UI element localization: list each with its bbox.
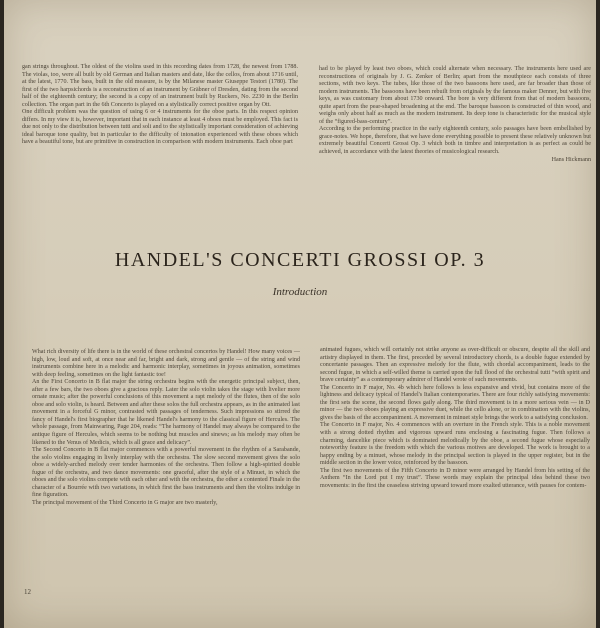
paragraph: The first two movements of the Fifth Concerto in D minor were arranged by Handel from his setting of the Anthem “In the Lord put I my trust”. These words may explain the principal idea behind these two movements: in the first the ceaseless striving upward toward more exalted utterance, with pauses for contem- [320, 467, 590, 489]
paragraph: What rich diversity of life there is in the world of these orchestral concertos by Handel! How many voices — high, low, loud and soft, at once near and far, bright and dark, strong and gentle — of the string and wind instruments combine here in a melodic and harmonic interplay, sometimes in joyous animation, sometimes with deep feeling, sometimes on the light fantastic toe! [32, 349, 300, 378]
paragraph: One difficult problem was the question of using 6 or 4 instruments for the oboe parts. In this respect opinion differs. In my view it is, however, important that in each instance at least 4 oboes must be employed. This fact is due not only to the distribution between tutti and soli and to the stylistically important consideration of achieving ideal baroque tone quality, but in particular to the difficulty of intonation experienced with these oboes which have a beautiful tone, but are primitive in construction in comparison with modern instruments. Each oboe part [22, 109, 298, 146]
bottom-right-column [320, 347, 590, 490]
paragraph: The Second Concerto in B flat major commences with a powerful movement in the rhythm of a Sarabande, the solo violins engaging in lively interplay with the orchestra. The slow second movement gives the solo oboe a widely-arched melody over tender harmonies of the orchestra. Then follow a high-spirited double fugue of the orchestra, and two dance movements: one graceful, after the style of a Minuet, in which the oboes and the solo violins compete with each other and with the orchestra, the other a contented Finale in the character of a Bourrée with two variations, in which first the bass instruments and then the violins indulge in fine figuration. [32, 447, 300, 499]
top-right-column [319, 66, 591, 164]
paragraph: According to the performing practice in the early eighteenth century, solo passages have been embellished by grace-notes. We hope, therefore, that we have done everything possible to present these relatively unknown but extremely beautiful Concerti Grossi Op. 3 which both in timbre and interpretation is as perfect as could be achieved, in accordance with the latest theories of musicological research. [319, 126, 591, 156]
paragraph: The Concerto in F major, No. 4b which here follows is less expansive and vivid, but contains more of the lightness and delicacy typical of Handel's Italian contemporaries. There are four richly satisfying movements: the first sets the scene, the second flows gaily along. The third movement is in a more serious vein — in D minor — the two oboes playing an expressive duet, while the cello alone, or in combination with the violins, gives the basis of the accompaniment. A movement in minuet style brings the work to a satisfying conclusion. [320, 384, 590, 421]
paragraph: The principal movement of the Third Concerto in G major are two masterly, [32, 499, 218, 506]
paragraph: gan strings throughout. The oldest of the violins used in this recording dates from 1728, the newest from 1788. The violas, too, were all built by old German and Italian masters and date, like the cellos, from about 1716 until, at the latest, 1770. The bass, built in the old measure, is by the Milanese master Giuseppe Testori (1780). The first of the two harpsichords is a reconstruction of an instrument by Gräbner of Dresden, dating from the second half of the eighteenth century; the second is a copy of an instrument built by Ruckers, No. 2230 in the Berlin collection. The organ part in the 6th Concerto is played on a stylistically correct positive organ by Ott. [22, 64, 298, 108]
paragraph: The Concerto in F major, No. 4 commences with an overture in the French style. This is a noble movement with a strong dotted rhythm and vigorous upward runs enclosing a fascinating fugue. Then follows a charming, dancelike piece which is dominated melodically by the oboe, a second fugue whose especially noteworthy feature is the freedom with which the various motives are developed. The work is brought to a happy ending by a minuet, whose melody in the principal section is played in the upper register, but in the middle section in the lower voice, reinforced by the bassoon. [320, 422, 590, 467]
bottom-left-column [32, 349, 300, 507]
section-subtitle: Introduction [272, 286, 328, 298]
page-title: HANDEL'S CONCERTI GROSSI OP. 3 [114, 249, 486, 271]
page-number: 12 [24, 588, 31, 596]
author-signature: Hans Hickmann [551, 156, 591, 163]
paragraph: animated fugues, which will certainly not strike anyone as over-difficult or obscure, despite all the skill and artistry displayed in them. The first, preceded by several introductory chords, is a double fugue extended by concertante passages. Then an expressive melody for the flute, with chordal accompaniment, leads to the second fugue, in which a self-willed theme is carried upon the full flood of the orchestral tutti “with spirit and brave certainty” as a contemporary admirer of Handel wrote of such movements. [320, 347, 590, 384]
paragraph: had to be played by least two oboes, which could alternate when necessary. The instruments here used are reconstructions of originals by J. G. Zenker of Berlin; apart from the mouthpiece each consists of three sections, with two keys. The tubes, like those of the two bassoons here used, are far broader than those of modern instruments. The bassoons have been rebuilt from originals by the famous maker Denner, but with five keys, as was customary from about 1730 onward. The bore is very different from that of modern bassoons, quite apart from the pear-shaped broadening at the end. The baroque bassoon is constructed of thin wood, and weighs only about half as much as the modern instrument. Its deep tone is characteristic for the musical style of the “figured-bass-century”. [319, 66, 591, 125]
paragraph: An the First Concerto in B flat major the string orchestra begins with the energetic principal subject, then, after a few bars, the two oboes give a gracious reply. Later the solo violin takes the stage with livelier more ornate music; after the powerful conclusions of this movement a rapt melody of the flutes, then of the solo oboe and solo violin, is heard. Between and after these solos the full orchestra appears, as in the animated last movement in a forceful G minor, contrasted with passages of tenderness. Such impressions so stirred the fancy of Handel's first biographer that he likened Handel's harmony to the classical figure of Hercules. The whole passage, from Mainwaring, Page 204, reads: “The harmony of Handel may always be compared to the antique figure of Hercules, which seems to be nothing but muscles and sinews; as his melody may often be likened to the Venus of Medicis, which is all grace and delicacy”. [32, 379, 300, 446]
record-sleeve-page [4, 0, 596, 628]
top-left-column [22, 64, 298, 147]
